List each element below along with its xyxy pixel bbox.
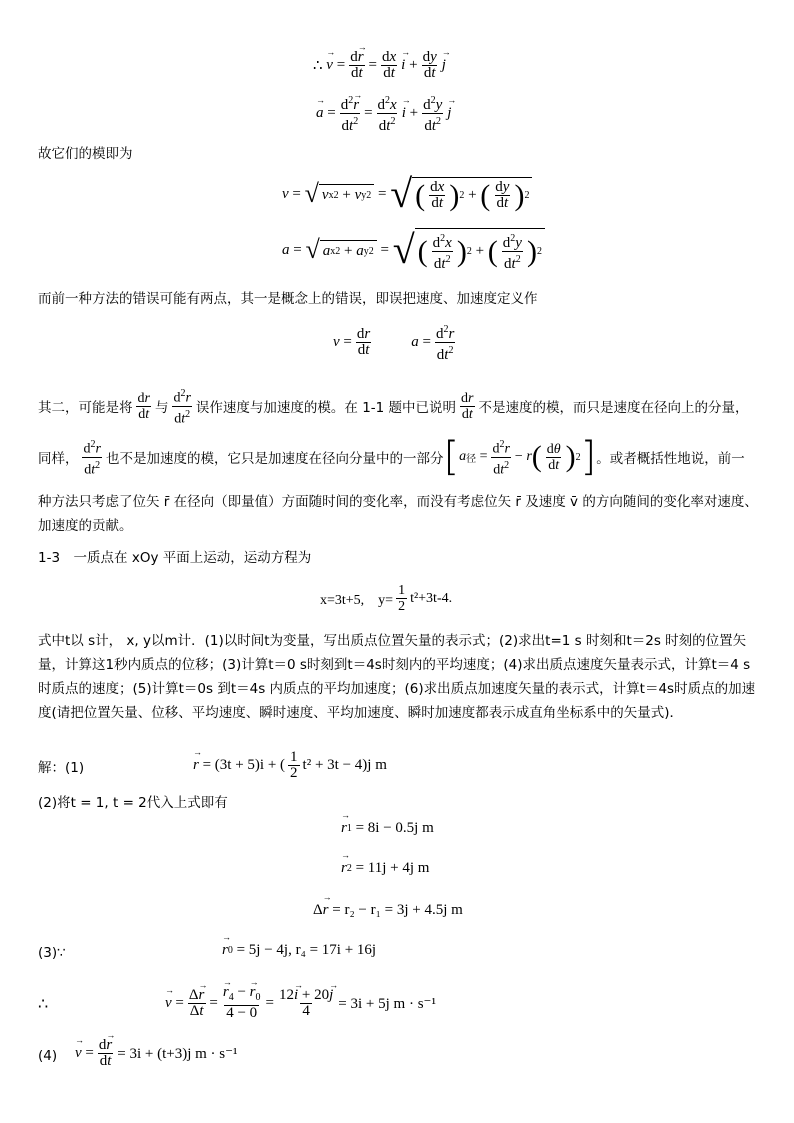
eq-r1: → r 1 = 8i − 0.5j m — [341, 820, 434, 837]
eq-velocity-vector: → v = $\frac{d\to r}{dt}$ = 3i + (t+3)j m · s⁻¹ — [75, 1038, 238, 1069]
eq-velocity-def: ∴ → v = $\frac{d\to r}{dt}$ = $\frac{dx}{dt}$ → i + $\frac{dy}{dt}$ → j — [313, 50, 446, 81]
sol-3-text: (3)∵ — [38, 945, 66, 961]
problem-body: 式中t以 s计， x, y以m计．(1)以时间t为变量，写出质点位置矢量的表示式；(2)求出t=1 s 时刻和t＝2s 时刻的位置矢量，计算这1秒内质点的位移；(3)计算t＝0 s时刻到t＝4s时刻内的平均速度；(4)求出质点速度矢量表示式，计算t＝4 s 时质点的速度；(5)计算t＝0s 到t＝4s 内质点的平均加速度；(6)求出质点加速度矢量的表示式，计算t＝4s时质点的加速度(请把位置矢量、位移、平均速度、瞬时速度、平均加速度、瞬时加速度都表示成直角坐标系中的矢量式)． — [38, 633, 756, 721]
moduli-intro: 故它们的模即为 — [38, 146, 133, 162]
eq-sol-position: → r = (3t + 5)i + ( $\frac{1}{2}$ t² + 3t − 4)j m — [193, 750, 387, 781]
eq-wrong-def: v = $\frac{dr}{dt}$ a = $\frac{d^2r}{dt^2}$ — [333, 324, 455, 363]
eq-average-velocity: → v = $\frac{\Delta\to r}{\Delta t}$ = → $\frac{r_4 - \to r_0}{4 - 0}$ = $\frac{12\to i + 20\to j}{4}$ = 3i + 5j m · s⁻¹ — [165, 985, 436, 1021]
para-same: 同样， $\frac{d^2r}{dt^2}$ 也不是加速度的模，它只是加速度在径向分量中的一部分 [ a 径 = $\frac{d^2r}{dt^2}$ − r ( $\frac{d\theta}{dt}$ ) 2 ] 。或者概括性地说，前一 — [38, 434, 745, 481]
eq-speed-modulus: v = √ v x 2 + v y 2 = √ ( $\frac{dx}{dt}$ ) 2 + ( $\frac{dy}{dt}$ ) 2 — [282, 174, 532, 214]
eq-accel-modulus: a = √ a x 2 + a y 2 = √ ( $\frac{d^2x}{dt^2}$ ) 2 + ( $\frac{d^2y}{dt^2}$ ) 2 — [282, 228, 545, 272]
para-second-point: 其二，可能是将 $\frac{dr}{dt}$ 与 $\frac{d^2r}{dt^2}$ 误作速度与加速度的模。在 1-1 题中已说明 $\frac{dr}{dt}$ 不是速度的模，而只是速度在径向上的分量， — [38, 388, 749, 427]
eq-r0-r4: → r 0 = 5j − 4j, r₄ = 17i + 16j — [222, 942, 376, 959]
para-cont: 种方法只考虑了位矢 r̄ 在径向（即量值）方面随时间的变化率，而没有考虑位矢 r̄ 及速度 v̄ 的方向随间的变化率对速度、加速度的贡献。 — [38, 494, 758, 534]
eq-acceleration-def: → a = $\frac{d^2\to r}{dt^2}$ = $\frac{d^2x}{dt^2}$ → i + $\frac{d^2y}{dt^2}$ → j — [316, 93, 451, 134]
eq-delta-r: Δ → r = r₂ − r₁ = 3j + 4.5j m — [313, 902, 463, 919]
sol-4-text: (4) — [38, 1048, 58, 1064]
sol-label: 解：(1) — [38, 760, 85, 776]
error-intro: 而前一种方法的错误可能有两点，其一是概念上的错误，即误把速度、加速度定义作 — [38, 291, 538, 307]
eq-r2: → r 2 = 11j + 4j m — [341, 860, 429, 877]
sol-2-text: (2)将t = 1, t = 2代入上式即有 — [38, 795, 228, 811]
problem-head: 1-3 一质点在 xOy 平面上运动，运动方程为 — [38, 550, 312, 566]
therefore-sign: ∴ — [38, 994, 49, 1013]
problem-equation: x=3t+5, y= $\frac{1}{2}$ t²+3t-4. — [320, 583, 453, 614]
